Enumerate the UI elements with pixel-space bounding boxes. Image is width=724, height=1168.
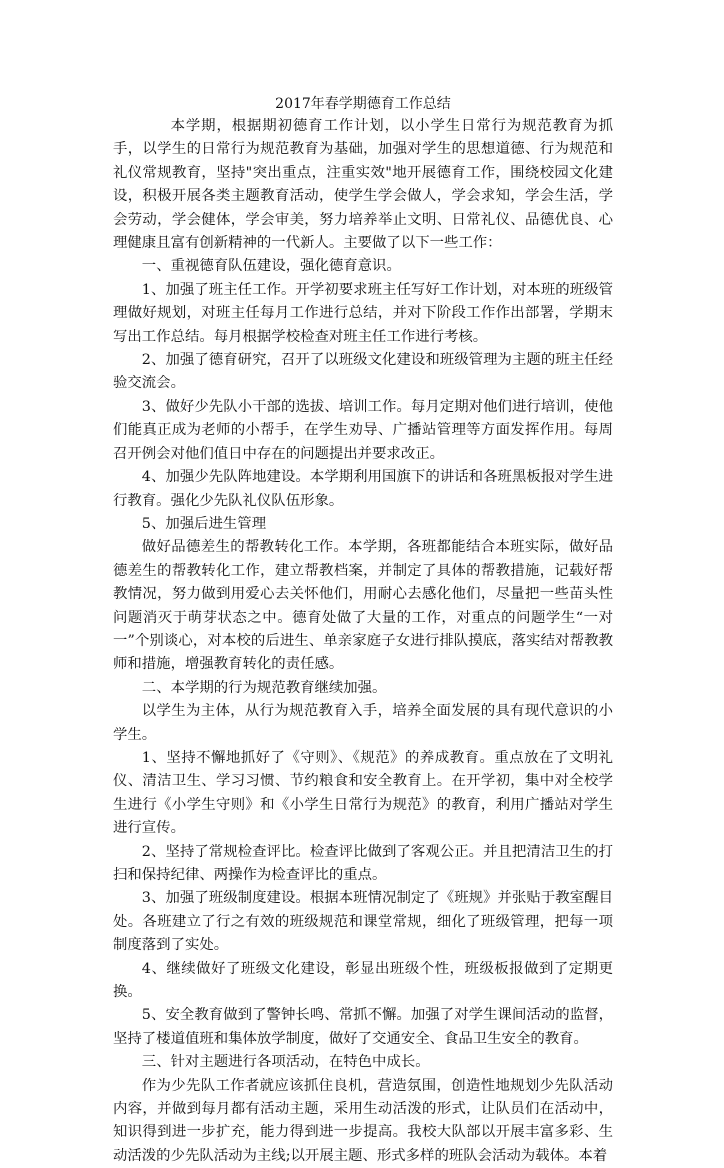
paragraph: 4、继续做好了班级文化建设，彰显出班级个性，班级板报做到了定期更换。 [113, 960, 613, 1001]
section-heading-3: 三、针对主题进行各项活动，在特色中成长。 [141, 1054, 430, 1071]
paragraph: 3、做好少先队小干部的选拔、培训工作。每月定期对他们进行培训，使他们能真正成为老师的小帮手，在学生劝导、广播站管理等方面发挥作用。每周召开例会对他们值日中存在的问题提出并要求改正。 [113, 398, 613, 462]
paragraph: 做好品德差生的帮教转化工作。本学期，各班都能结合本班实际，做好品德差生的帮教转化工作，建立帮教档案，并制定了具体的帮教措施，记载好帮教情况，努力做到用爱心去关怀他们，用耐心去感化他们，尽量把一些苗头性问题消灭于萌芽状态之中。德育处做了大量的工作，对重点的问题学生“一对一”个别谈心，对本校的后进生、单亲家庭子女进行排队摸底，落实结对帮教教师和措施，增强教育转化的责任感。 [113, 539, 613, 673]
paragraph: 1、加强了班主任工作。开学初要求班主任写好工作计划，对本班的班级管理做好规划，对班主任每月工作进行总结，并对下阶段工作作出部署，学期末写出工作总结。每月根据学校检查对班主任工作进行考核。 [113, 281, 613, 345]
paragraph: 5、安全教育做到了警钟长鸣、常抓不懈。加强了对学生课间活动的监督，坚持了楼道值班和集体放学制度，做好了交通安全、食品卫生安全的教育。 [113, 1007, 613, 1047]
paragraph: 2、加强了德育研究，召开了以班级文化建设和班级管理为主题的班主任经验交流会。 [113, 352, 613, 392]
paragraph: 5、加强后进生管理 [141, 515, 267, 532]
document-title: 2017年春学期德育工作总结 [275, 96, 451, 112]
paragraph: 作为少先队工作者就应该抓住良机，营造氛围，创造性地规划少先队活动内容，并做到每月都有活动主题，采用生动活泼的形式，让队员们在活动中，知识得到进一步扩充，能力得到进一步提高。我校大队部以开展丰富多彩、生动活泼的少先队活动为主线;以开展主题、形式多样的班队会活动为载体。本着 [113, 1077, 613, 1164]
document-page [113, 93, 613, 1168]
paragraph: 1、坚持不懈地抓好了《守则》、《规范》的养成教育。重点放在了文明礼仪、清洁卫生、学习习惯、节约粮食和安全教育上。在开学初，集中对全校学生进行《小学生守则》和《小学生日常行为规范》的教育，利用广播站对学生进行宣传。 [113, 749, 613, 837]
section-heading-2: 二、本学期的行为规范教育继续加强。 [141, 679, 387, 696]
paragraph: 2、坚持了常规检查评比。检查评比做到了客观公正。并且把清洁卫生的打扫和保持纪律、两操作为检查评比的重点。 [113, 843, 613, 883]
section-heading-1: 一、重视德育队伍建设，强化德育意识。 [141, 258, 401, 275]
paragraph: 3、加强了班级制度建设。根据本班情况制定了《班规》并张贴于教室醒目处。各班建立了行之有效的班级规范和课堂常规，细化了班级管理，把每一项制度落到了实处。 [113, 890, 613, 954]
paragraph: 4、加强少先队阵地建设。本学期利用国旗下的讲话和各班黑板报对学生进行教育。强化少先队礼仪队伍形象。 [113, 469, 613, 509]
intro-paragraph: 本学期，根据期初德育工作计划，以小学生日常行为规范教育为抓手，以学生的日常行为规范教育为基础，加强对学生的思想道德、行为规范和礼仪常规教育，坚持"突出重点，注重实效"地开展德育工作，围绕校园文化建设，积极开展各类主题教育活动，使学生学会做人，学会求知，学会生活，学会劳动，学会健体，学会审美，努力培养举止文明、日常礼仪、品德优良、心理健康且富有创新精神的一代新人。主要做了以下一些工作： [113, 118, 613, 252]
paragraph: 以学生为主体，从行为规范教育入手，培养全面发展的具有现代意识的小学生。 [113, 703, 613, 743]
